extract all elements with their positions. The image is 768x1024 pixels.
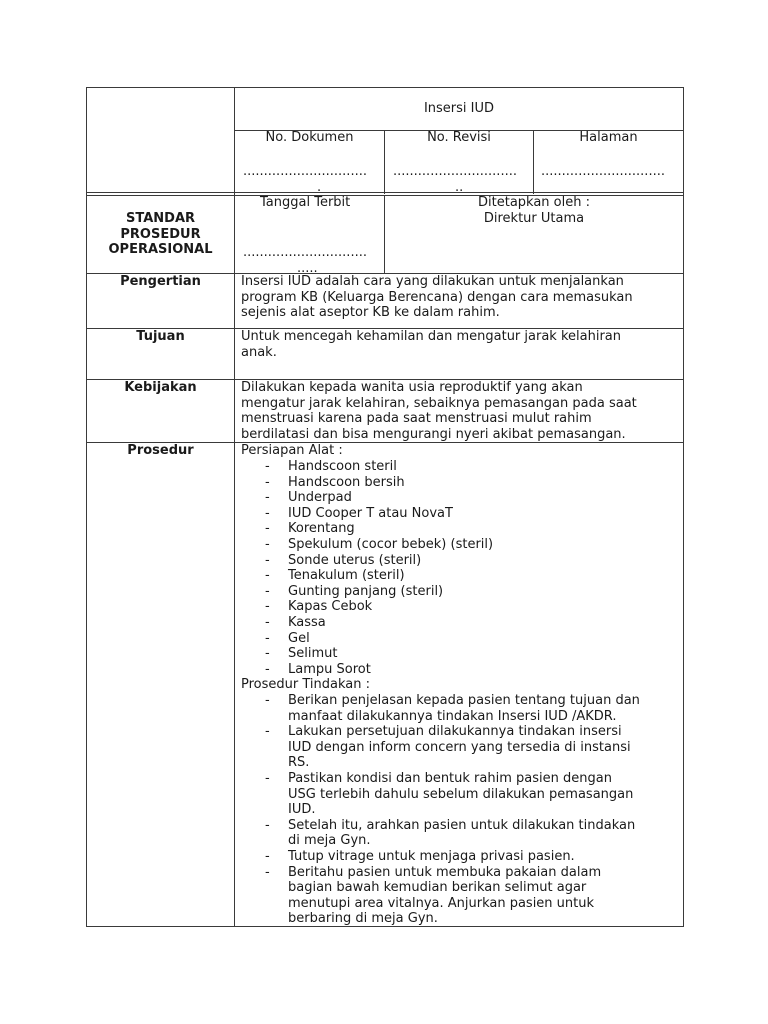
kebijakan-line: menstruasi karena pada saat menstruasi mulut rahim xyxy=(241,411,592,427)
table-border-top xyxy=(86,87,684,88)
alat-item-text: Underpad xyxy=(288,490,352,506)
tindakan-item-line: RS. xyxy=(288,755,310,771)
pengertian-label: Pengertian xyxy=(120,274,201,289)
alat-item-text: Gunting panjang (steril) xyxy=(288,583,444,599)
alat-item-text: Korentang xyxy=(288,521,355,537)
alat-item-text: Handscoon bersih xyxy=(288,474,405,490)
document-title: Insersi IUD xyxy=(423,101,495,116)
no-revisi-value xyxy=(393,164,517,195)
pengertian-line: program KB (Keluarga Berencana) dengan cara memasukan xyxy=(241,289,633,305)
tindakan-list-item xyxy=(241,849,681,865)
alat-list-item xyxy=(241,459,493,475)
halaman-value: .............................. xyxy=(541,164,665,179)
persiapan-alat-heading: Persiapan Alat : xyxy=(241,443,343,458)
alat-list-item xyxy=(241,584,493,600)
tujuan-line: anak. xyxy=(241,344,277,360)
body-column-divider xyxy=(234,273,235,927)
no-revisi-value-line1: .............................. xyxy=(393,164,517,179)
alat-list-item xyxy=(241,662,493,678)
alat-list-item xyxy=(241,615,493,631)
no-revisi-value-line2: .. xyxy=(455,179,464,195)
alat-item-text: Gel xyxy=(288,630,310,646)
alat-item-text: Tenakulum (steril) xyxy=(288,568,405,584)
tindakan-list-item xyxy=(241,724,681,771)
tindakan-item-line: IUD. xyxy=(288,802,316,818)
alat-list-item xyxy=(241,553,493,569)
dash-bullet: - xyxy=(265,693,270,708)
sop-title-line1: STANDAR xyxy=(125,211,196,226)
kebijakan-line: Dilakukan kepada wanita usia reproduktif yang akan xyxy=(241,380,583,395)
dash-bullet: - xyxy=(265,848,270,864)
tindakan-item-line: Lakukan persetujuan dilakukannya tindakan insersi xyxy=(288,724,622,740)
alat-list-item xyxy=(241,490,493,506)
alat-item-text: Kapas Cebok xyxy=(288,599,373,615)
tindakan-item-line: Pastikan kondisi dan bentuk rahim pasien dengan xyxy=(288,770,612,786)
kebijakan-label: Kebijakan xyxy=(124,380,197,395)
alat-list-item xyxy=(241,475,493,491)
dash-bullet: - xyxy=(265,459,270,474)
dash-bullet: - xyxy=(265,521,270,537)
tindakan-item-line: berbaring di meja Gyn. xyxy=(288,911,438,927)
tindakan-list-item xyxy=(241,865,681,927)
no-dokumen-value-line2: . xyxy=(317,179,322,195)
alat-item-text: Handscoon steril xyxy=(288,459,397,474)
persiapan-alat-list xyxy=(241,459,493,677)
dash-bullet: - xyxy=(265,630,270,646)
dash-bullet: - xyxy=(265,536,270,552)
alat-list-item xyxy=(241,537,493,553)
ditetapkan-label: Ditetapkan oleh : xyxy=(478,195,590,210)
halaman-label: Halaman xyxy=(579,130,638,145)
dash-bullet: - xyxy=(265,568,270,584)
alat-list-item xyxy=(241,506,493,522)
sop-title-line2: PROSEDUR xyxy=(120,226,201,242)
tindakan-list-item xyxy=(241,771,681,818)
tindakan-item-line: Tutup vitrage untuk menjaga privasi pasien. xyxy=(288,848,575,864)
ditetapkan-value: Direktur Utama xyxy=(483,210,585,226)
kebijakan-line: mengatur jarak kelahiran, sebaiknya pemasangan pada saat xyxy=(241,395,637,411)
sop-title xyxy=(87,211,234,258)
dash-bullet: - xyxy=(265,770,270,786)
no-dokumen-value-line1: .............................. xyxy=(243,164,367,179)
dash-bullet: - xyxy=(265,505,270,521)
tindakan-list-item xyxy=(241,693,681,724)
alat-list-item xyxy=(241,568,493,584)
tindakan-item-line: manfaat dilakukannya tindakan Insersi IUD /AKDR. xyxy=(288,708,617,724)
tindakan-item-line: Berikan penjelasan kepada pasien tentang tujuan dan xyxy=(288,693,640,708)
tindakan-item-line: Setelah itu, arahkan pasien untuk dilakukan tindakan xyxy=(288,817,636,833)
alat-item-text: IUD Cooper T atau NovaT xyxy=(288,505,453,521)
tujuan-line: Untuk mencegah kehamilan dan mengatur jarak kelahiran xyxy=(241,329,621,344)
alat-list-item xyxy=(241,599,493,615)
alat-item-text: Spekulum (cocor bebek) (steril) xyxy=(288,536,494,552)
no-dokumen-value xyxy=(243,164,367,195)
tindakan-list-item xyxy=(241,818,681,849)
table-border-right xyxy=(683,87,684,927)
tanggal-terbit-value xyxy=(243,245,367,276)
tindakan-item-line: IUD dengan inform concern yang tersedia di instansi xyxy=(288,739,631,755)
dash-bullet: - xyxy=(265,614,270,630)
pengertian-line: sejenis alat aseptor KB ke dalam rahim. xyxy=(241,305,500,321)
dash-bullet: - xyxy=(265,599,270,615)
prosedur-label: Prosedur xyxy=(127,443,194,458)
dash-bullet: - xyxy=(265,474,270,490)
tanggal-terbit-label: Tanggal Terbit xyxy=(260,195,351,210)
sop-title-line3: OPERASIONAL xyxy=(108,242,213,258)
tujuan-label: Tujuan xyxy=(136,329,185,344)
alat-item-text: Kassa xyxy=(288,614,326,630)
kebijakan-text xyxy=(241,380,637,442)
dash-bullet: - xyxy=(265,646,270,662)
pengertian-line: Insersi IUD adalah cara yang dilakukan untuk menjalankan xyxy=(241,274,624,289)
tanggal-terbit-value-line1: .............................. xyxy=(243,245,367,260)
dash-bullet: - xyxy=(265,661,270,677)
tujuan-text xyxy=(241,329,621,360)
tanggal-terbit-value-line2: ..... xyxy=(297,260,318,276)
alat-item-text: Selimut xyxy=(288,646,338,662)
header-double-line-top xyxy=(86,192,684,193)
alat-item-text: Sonde uterus (steril) xyxy=(288,552,422,568)
alat-list-item xyxy=(241,521,493,537)
dash-bullet: - xyxy=(265,552,270,568)
no-revisi-label: No. Revisi xyxy=(427,130,491,145)
dash-bullet: - xyxy=(265,724,270,740)
tindakan-item-line: bagian bawah kemudian berikan selimut agar xyxy=(288,880,587,896)
dash-bullet: - xyxy=(265,490,270,506)
prosedur-tindakan-list xyxy=(241,693,681,927)
pengertian-text xyxy=(241,274,633,321)
no-dokumen-label: No. Dokumen xyxy=(265,130,354,145)
tindakan-item-line: menutupi area vitalnya. Anjurkan pasien untuk xyxy=(288,895,595,911)
prosedur-tindakan-heading: Prosedur Tindakan : xyxy=(241,677,370,692)
tindakan-item-line: di meja Gyn. xyxy=(288,833,371,849)
tindakan-item-line: USG terlebih dahulu sebelum dilakukan pemasangan xyxy=(288,786,634,802)
alat-list-item xyxy=(241,631,493,647)
dash-bullet: - xyxy=(265,864,270,880)
alat-list-item xyxy=(241,646,493,662)
dash-bullet: - xyxy=(265,817,270,833)
kebijakan-line: berdilatasi dan bisa mengurangi nyeri akibat pemasangan. xyxy=(241,426,626,442)
alat-item-text: Lampu Sorot xyxy=(288,661,371,677)
dash-bullet: - xyxy=(265,583,270,599)
tindakan-item-line: Beritahu pasien untuk membuka pakaian dalam xyxy=(288,864,602,880)
ditetapkan-block xyxy=(385,195,683,226)
